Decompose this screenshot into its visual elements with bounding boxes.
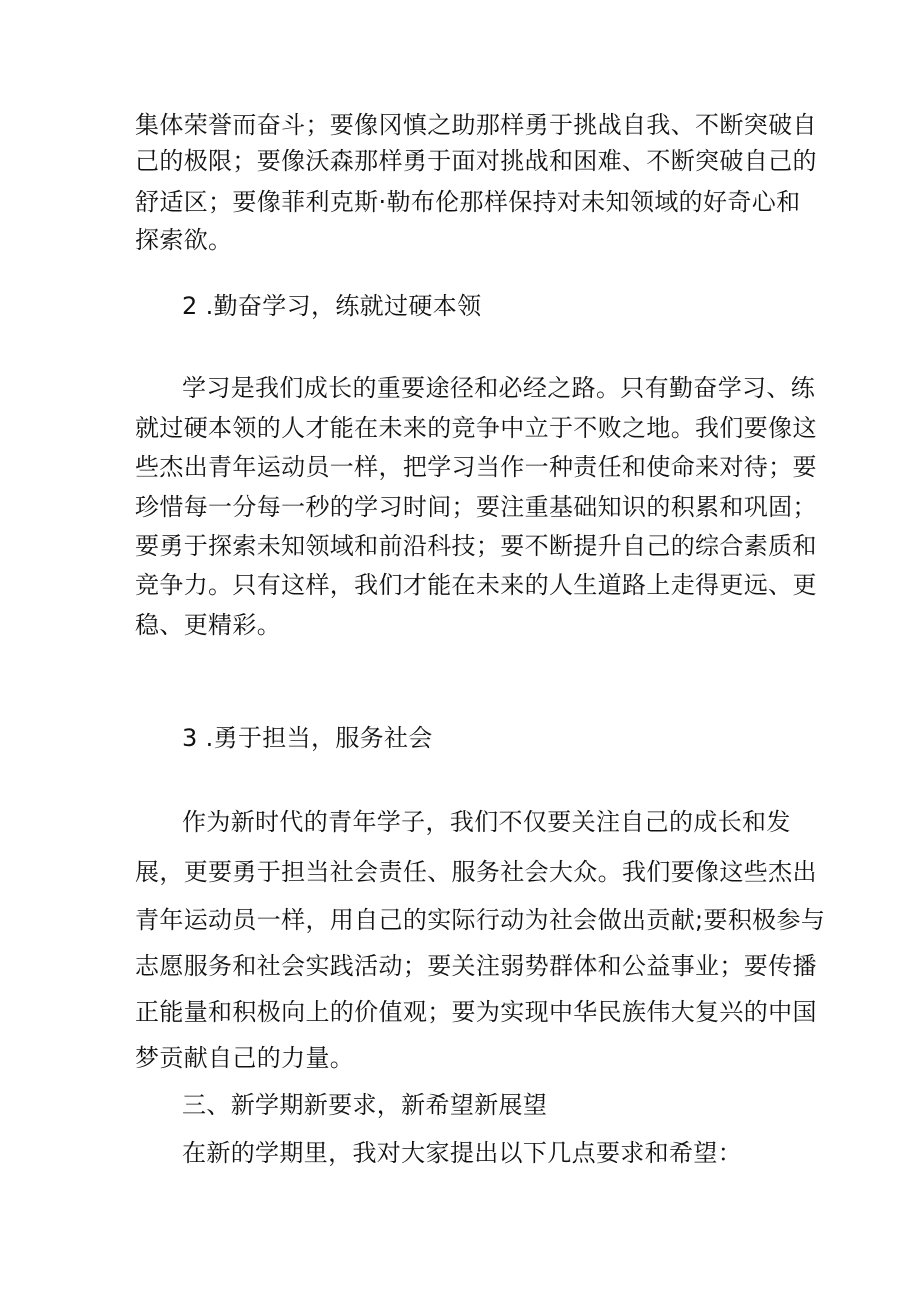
section-heading-2: 2 .勤奋学习，练就过硬本领 (182, 292, 482, 320)
paragraph-2-line-6: 竞争力。只有这样，我们才能在未来的人生道路上走得更远、更 (135, 571, 817, 599)
chapter-heading-3: 三、新学期新要求，新希望新展望 (182, 1091, 548, 1119)
paragraph-3-line-4: 志愿服务和社会实践活动；要关注弱势群体和公益事业；要传播 (135, 952, 817, 980)
paragraph-2-line-1: 学习是我们成长的重要途径和必经之路。只有勤奋学习、练 (182, 374, 816, 402)
paragraph-3-line-6: 梦贡献自己的力量。 (135, 1044, 355, 1072)
section-heading-3: 3 .勇于担当，服务社会 (182, 724, 433, 752)
paragraph-1-line-1: 集体荣誉而奋斗；要像冈慎之助那样勇于挑战自我、不断突破自 (135, 111, 817, 139)
paragraph-1-line-4: 探索欲。 (135, 226, 233, 254)
paragraph-1-line-2: 己的极限；要像沃森那样勇于面对挑战和困难、不断突破自己的 (135, 147, 817, 175)
paragraph-1-line-3: 舒适区；要像菲利克斯·勒布伦那样保持对未知领域的好奇心和 (135, 188, 801, 216)
paragraph-2-line-5: 要勇于探索未知领域和前沿科技；要不断提升自己的综合素质和 (135, 532, 817, 560)
paragraph-2-line-3: 些杰出青年运动员一样，把学习当作一种责任和使命来对待；要 (135, 453, 817, 481)
paragraph-3-line-5: 正能量和积极向上的价值观；要为实现中华民族伟大复兴的中国 (135, 998, 817, 1026)
paragraph-4-line-1: 在新的学期里，我对大家提出以下几点要求和希望： (182, 1139, 743, 1167)
paragraph-2-line-7: 稳、更精彩。 (135, 611, 282, 639)
paragraph-3-line-2: 展，更要勇于担当社会责任、服务社会大众。我们要像这些杰出 (135, 858, 817, 886)
paragraph-3-line-1: 作为新时代的青年学子，我们不仅要关注自己的成长和发 (182, 808, 791, 836)
paragraph-2-line-2: 就过硬本领的人才能在未来的竞争中立于不败之地。我们要像这 (135, 414, 817, 442)
paragraph-2-line-4: 珍惜每一分每一秒的学习时间；要注重基础知识的积累和巩固； (135, 493, 817, 521)
paragraph-3-line-3: 青年运动员一样，用自己的实际行动为社会做出贡献;要积极参与 (135, 906, 826, 934)
